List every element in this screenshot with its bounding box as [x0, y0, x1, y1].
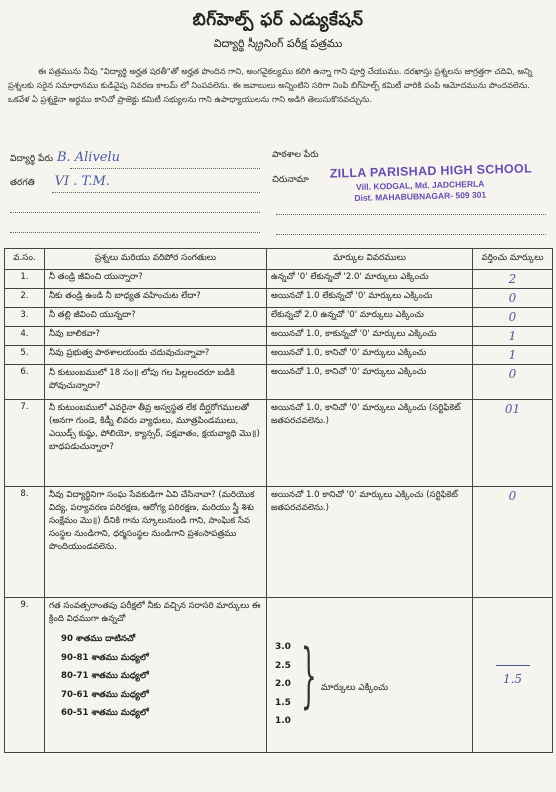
row-num: 4. [5, 327, 45, 346]
row-mark[interactable]: 0 [473, 487, 553, 598]
row-detail: అయినచో 1.0, కానిచో '0' మార్కులు ఎక్కించు [267, 346, 473, 365]
school-stamp [330, 161, 533, 203]
header-detail: మార్కుల వివరములు [267, 249, 473, 270]
header-mark: వర్తించు మార్కులు [473, 249, 553, 270]
address-label: చిరునామా [272, 175, 309, 185]
score-value: 1.5 [275, 697, 291, 708]
class-value: VI . T.M. [54, 174, 110, 189]
grade-ranges [61, 630, 262, 723]
blank-line-2 [10, 232, 260, 233]
row-mark[interactable]: 1 [473, 346, 553, 365]
row-detail: అయినచో 1.0 కానిచో '0' మార్కులు ఎక్కించు (సర్టిఫికెట్ జతపరచవలెను.) [267, 487, 473, 598]
table-row [5, 270, 553, 289]
instructions-paragraph: ఈ పత్రమును నీవు "విద్యార్థి అర్హత షరతీ"తో అర్హత పొందిన గాని, అంగవైకల్యము కలిగి ఉన్నా గాని పూర్తి చేయుము. దరఖాస్తు ప్రశ్నలను జాగ్రత్తగా చదివి, అన్ని ప్రశ్నలకు సరైన సమాధానము కుడివైపు నివరణ కాలమ్ లో నింపవలెను. ఈ జవాబులు అన్నింటిని సరిగా నింపి బిగ్‌హెల్ప్ కమిటీ వారికి పంపి ఆమోదమును పొందవలెను. ఒకవేళ ఏ ప్రశ్నకైనా అర్థము కానిచో ప్రాజెక్టు కమిటీ సభ్యులను గాని ఉపాధ్యాయులను గాని అడిగి తెలుసుకొనవచ్చును. [8, 66, 533, 104]
score-value: 2.5 [275, 660, 291, 671]
row-mark-value: 1.5 [502, 671, 523, 686]
row-num: 1. [5, 270, 45, 289]
scores-label: మార్కులు ఎక్కించు [321, 683, 389, 693]
row-mark[interactable] [473, 598, 553, 753]
row-question: నీవు ప్రభుత్వ పాఠశాలయందు చదువుచున్నావా? [45, 346, 267, 365]
header-serial: వ.సం. [5, 249, 45, 270]
table-row [5, 308, 553, 327]
row-question: నీ కుటుంబములో ఎవరైనా తీవ్ర అస్వస్థత లేక దీర్ఘరోగములతో (అనగా గుండె, కిడ్నీ లివరు వ్యాధులు, మూత్రపిండములు, ఎయిడ్స్ కుష్ఠు, పోలియో, క్యాన్సర్, పక్షవాతం, క్షయవ్యాధి మొ॥) బాధపడుచున్నారా? [45, 400, 267, 487]
row-question: నీవు బాలికవా? [45, 327, 267, 346]
stamp-line-1: ZILLA PARISHAD HIGH SCHOOL [329, 161, 533, 181]
row-detail: అయినచో 1.0, కానిచో '0' మార్కులు ఎక్కించు (సర్టిఫికెట్ జతపరచవలెను.) [267, 400, 473, 487]
table-row [5, 346, 553, 365]
row-detail: ఉన్నచో '0' లేకున్నచో '2.0' మార్కులు ఎక్కించు [267, 270, 473, 289]
row-detail: లేకున్నచో 2.0 ఉన్నచో '0' మార్కులు ఎక్కించు [267, 308, 473, 327]
blank-line-4 [276, 234, 546, 235]
student-name-field [10, 150, 120, 166]
class-field [10, 174, 110, 190]
score-values [275, 638, 291, 731]
row-num: 5. [5, 346, 45, 365]
class-line [52, 192, 260, 193]
row-mark[interactable]: 0 [473, 365, 553, 400]
row-mark[interactable]: 0 [473, 289, 553, 308]
row-question: నీ కుటుంబములో 18 సం॥ లోపు గల పిల్లలందరూ బడికి పోవుచున్నారా? [45, 365, 267, 400]
student-name-value: B. Alivelu [56, 150, 121, 165]
table-row [5, 487, 553, 598]
row-question: నీవు విద్యార్థినిగా సంఘ సేవకుడిగా ఏవి చేసినావా? (మరియొక విద్య, పర్యావరణ పరిరక్షణ, ఆరోగ్య పరిరక్షణ, మరియు స్త్రీ శిశు సంక్షేమం మొ॥) దీనికి గాను స్కూలునుండి గాని, సాంఘిక సేవ సంస్థల నుండిగాని, ధర్మసంస్థల నుండిగాని ప్రశంసాపత్రము పొందియుండవలెను. [45, 487, 267, 598]
row-question: నీ తండ్రి జీవించి యున్నారా? [45, 270, 267, 289]
row-num: 8. [5, 487, 45, 598]
row-mark[interactable]: 01 [473, 400, 553, 487]
header-question: ప్రశ్నలు మరియు వరిపోర సంగతులు [45, 249, 267, 270]
score-value: 3.0 [275, 642, 291, 652]
student-name-label: విద్యార్థి పేరు [10, 154, 53, 164]
row-detail-grades [267, 598, 473, 753]
score-value: 1.0 [275, 716, 291, 726]
table-header-row [5, 249, 553, 270]
row-question: నీకు తండ్రి ఉండి నీ బాధ్యత వహించుట లేదా? [45, 289, 267, 308]
screening-table [4, 248, 553, 753]
student-name-line [70, 168, 260, 169]
row-num: 7. [5, 400, 45, 487]
stamp-line-2: Vill. KODGAL, Md. JADCHERLA [355, 178, 485, 192]
grade-range-item: 90-81 శాతము మధ్యలో [61, 652, 149, 663]
curly-brace-icon: } [301, 634, 317, 716]
table-row [5, 365, 553, 400]
row-num: 9. [5, 598, 45, 753]
grades-intro: గత సంవత్సరాంతపు పరీక్షలో నీకు వచ్చిన సరాసరి మార్కులు ఈ క్రింది విధముగా ఉన్నచో [49, 601, 261, 624]
score-value: 2.0 [275, 679, 291, 689]
table-row [5, 400, 553, 487]
blank-line-1 [10, 212, 260, 213]
stamp-line-3: Dist. MAHABUBNAGAR- 509 301 [354, 189, 487, 204]
row-detail: అయినచో 1.0, కానిచో '0' మార్కులు ఎక్కించు [267, 365, 473, 400]
grade-score-scale [271, 600, 468, 750]
row-question: నీ తల్లి జీవించి యున్నదా? [45, 308, 267, 327]
grade-range-item: 70-61 శాతము మధ్యలో [61, 689, 149, 700]
row-num: 2. [5, 289, 45, 308]
row-num: 6. [5, 365, 45, 400]
table-row [5, 289, 553, 308]
form-subtitle: విద్యార్థి స్క్రీనింగ్ పరీక్ష పత్రము [213, 37, 343, 50]
row-detail: అయినచో 1.0, కాకున్నచో '0' మార్కులు ఎక్కించు [267, 327, 473, 346]
blank-line-3 [276, 214, 546, 215]
grade-range-item: 60-51 శాతము మధ్యలో [61, 708, 149, 718]
table-row [5, 598, 553, 753]
row-question-grades [45, 598, 267, 753]
row-mark[interactable]: 2 [473, 270, 553, 289]
form-title: బిగ్‌హెల్ప్ ఫర్ ఎడ్యుకేషన్ [192, 10, 364, 30]
row-num: 3. [5, 308, 45, 327]
table-row [5, 327, 553, 346]
row-mark[interactable]: 0 [473, 308, 553, 327]
row-mark[interactable]: 1 [473, 327, 553, 346]
grade-range-item: 80-71 శాతము మధ్యలో [61, 671, 149, 681]
class-label: తరగతి [10, 178, 35, 188]
row-detail: అయినచో 1.0 లేకున్నచో '0' మార్కులు ఎక్కించు [267, 289, 473, 308]
grade-range-item: 90 శాతము దాటినచో [61, 634, 136, 644]
mark-underline [496, 665, 530, 666]
school-name-label: పాఠశాల పేరు [272, 150, 319, 160]
